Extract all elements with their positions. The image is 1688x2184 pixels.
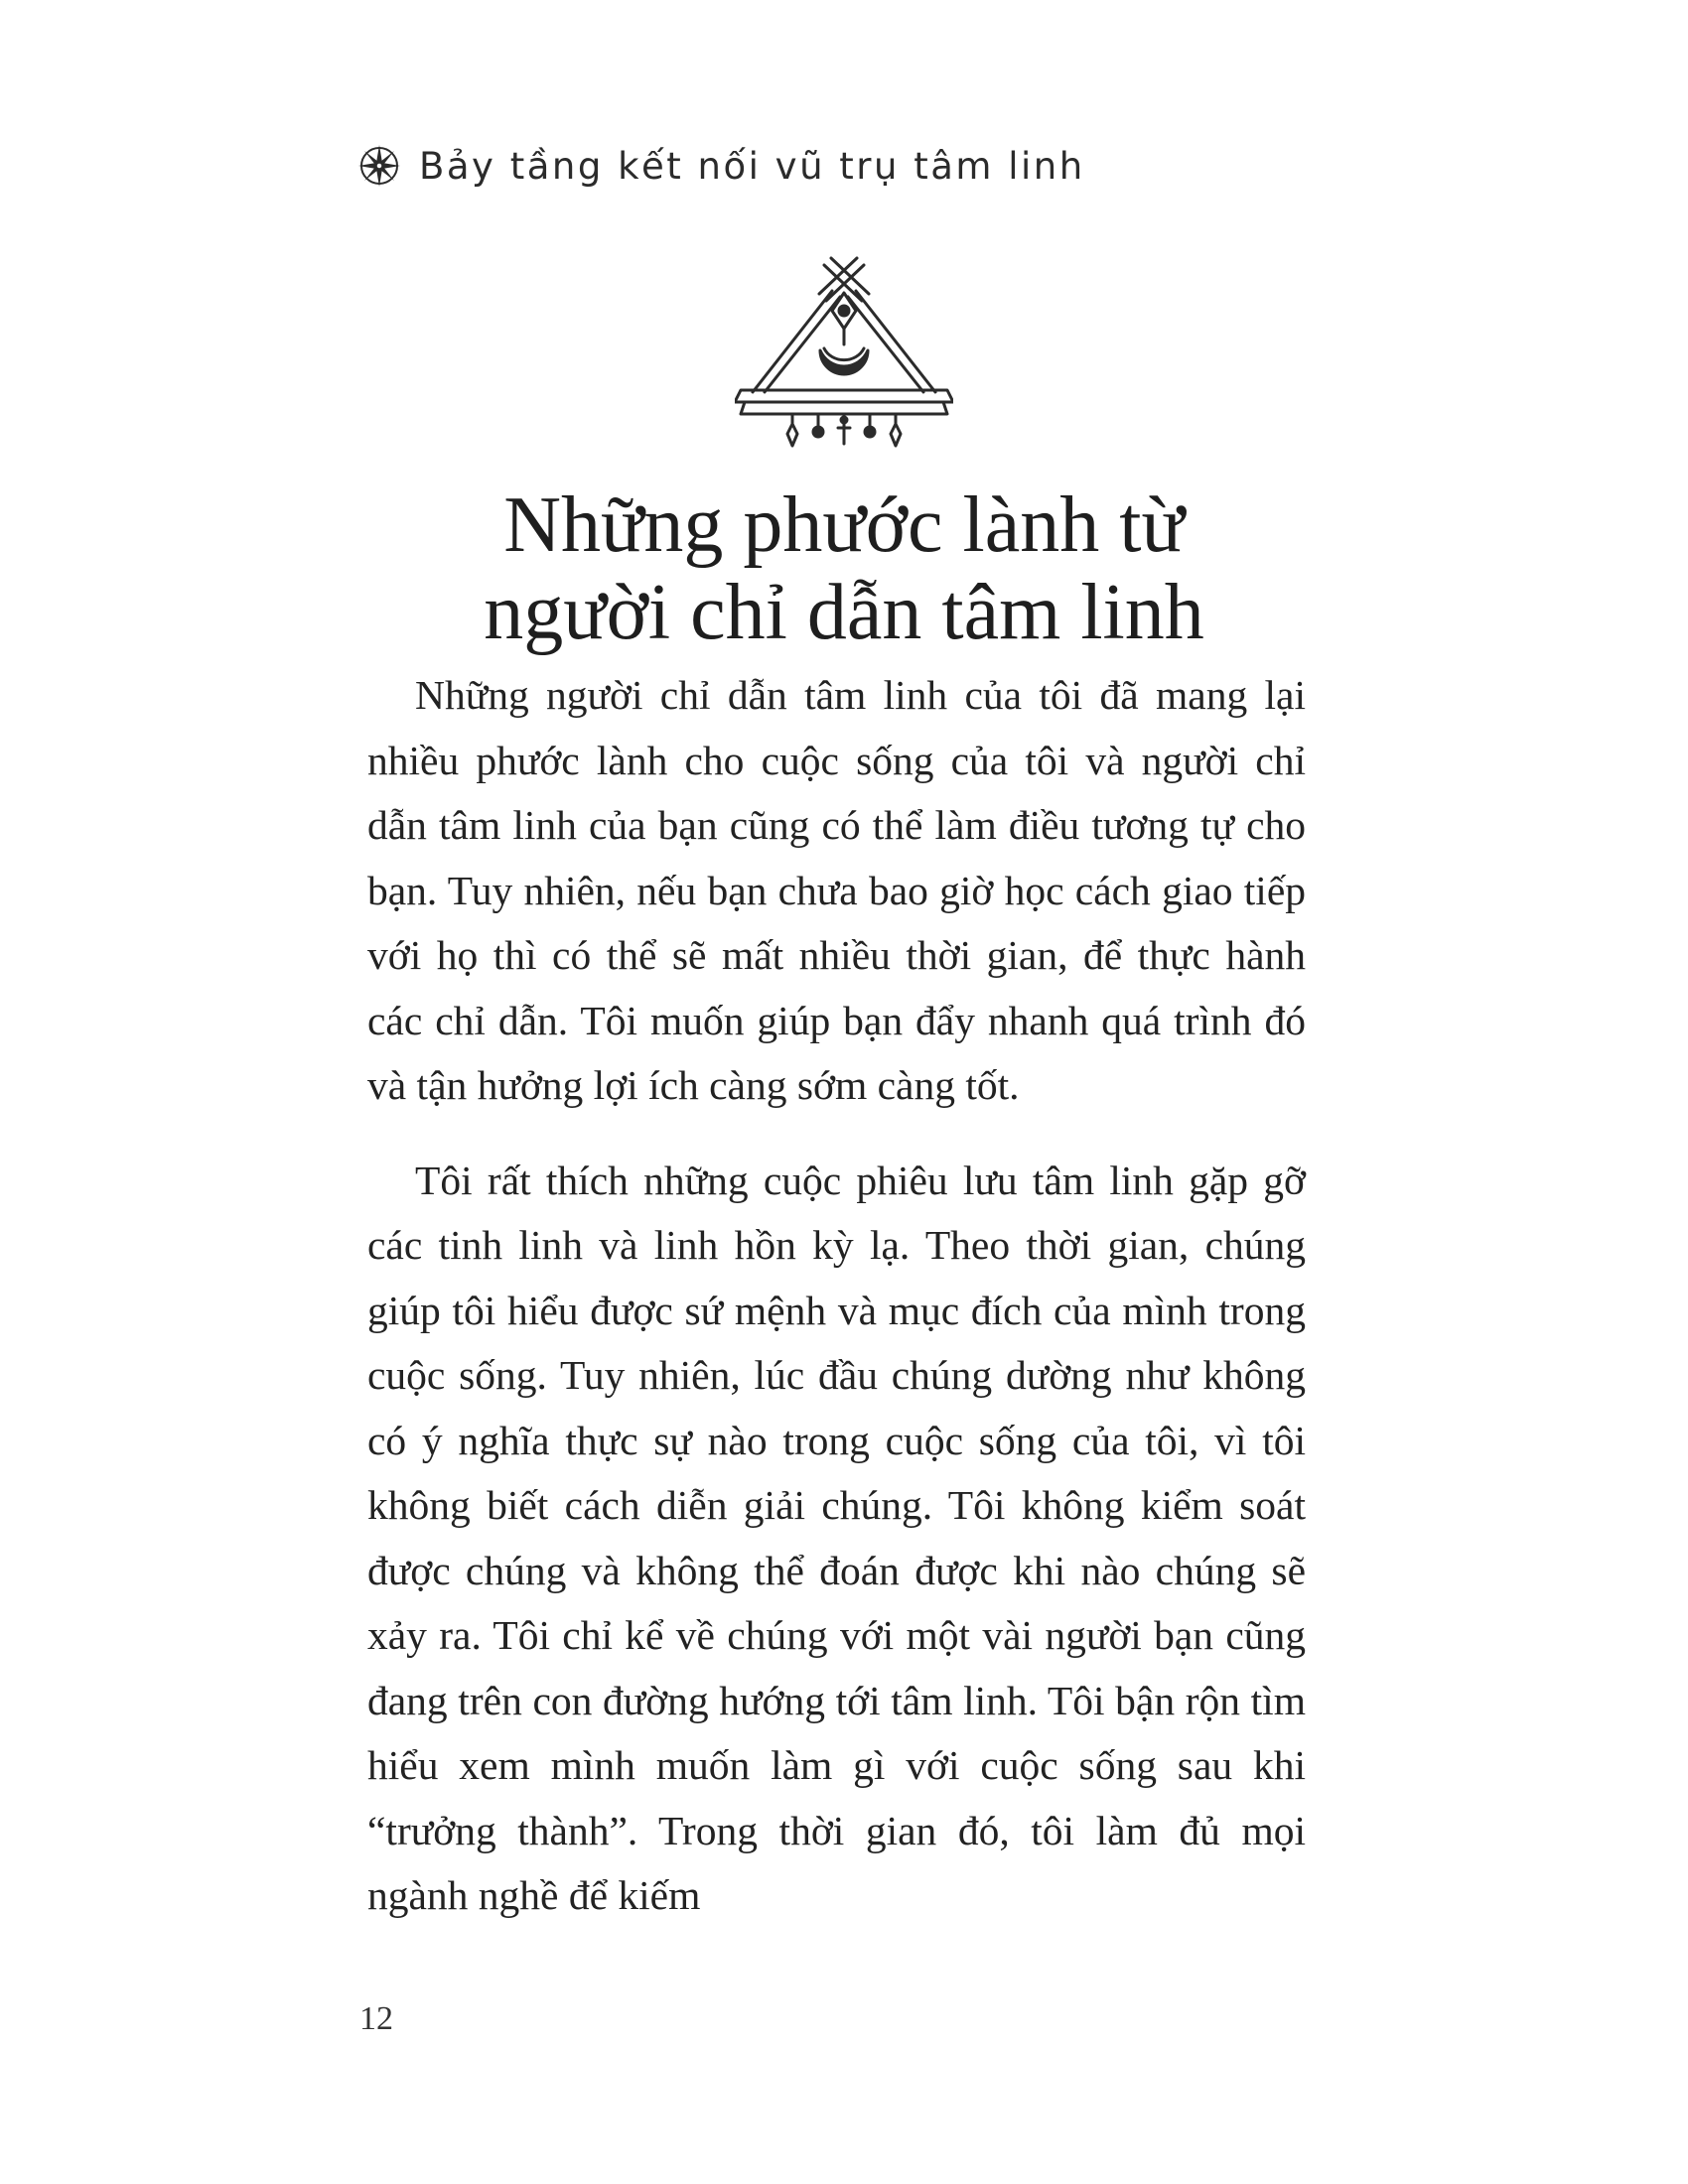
compass-star-icon <box>357 144 401 188</box>
paragraph-1: Những người chỉ dẫn tâm linh của tôi đã mang lại nhiều phước lành cho cuộc sống của tôi và người chỉ dẫn tâm linh của bạn cũng có thể làm điều tương tự cho bạn. Tuy nhiên, nếu bạn chưa bao giờ học cách giao tiếp với họ thì có thể sẽ mất nhiều thời gian, để thực hành các chỉ dẫn. Tôi muốn giúp bạn đẩy nhanh quá trình đó và tận hưởng lợi ích càng sớm càng tốt. <box>367 672 1306 1108</box>
chapter-title-line-2: người chỉ dẫn tâm linh <box>484 569 1204 656</box>
running-header <box>357 144 1085 188</box>
chapter-title <box>0 481 1688 656</box>
paragraph-2: Tôi rất thích những cuộc phiêu lưu tâm linh gặp gỡ các tinh linh và linh hồn kỳ lạ. Theo thời gian, chúng giúp tôi hiểu được sứ mệnh và mục đích của mình trong cuộc sống. Tuy nhiên, lúc đầu chúng dường như không có ý nghĩa thực sự nào trong cuộc sống của tôi, vì tôi không biết cách diễn giải chúng. Tôi không kiểm soát được chúng và không thể đoán được khi nào chúng sẽ xảy ra. Tôi chỉ kể về chúng với một vài người bạn cũng đang trên con đường hướng tới tâm linh. Tôi bận rộn tìm hiểu xem mình muốn làm gì với cuộc sống sau khi “trưởng thành”. Trong thời gian đó, tôi làm đủ mọi ngành nghề để kiếm <box>367 1157 1306 1918</box>
running-header-title: Bảy tầng kết nối vũ trụ tâm linh <box>419 144 1085 188</box>
body-text <box>367 663 1306 1959</box>
page-number: 12 <box>359 2000 393 2037</box>
tribal-triangle-ornament-icon <box>735 253 953 452</box>
chapter-title-line-1: Những phước lành từ <box>503 481 1185 569</box>
